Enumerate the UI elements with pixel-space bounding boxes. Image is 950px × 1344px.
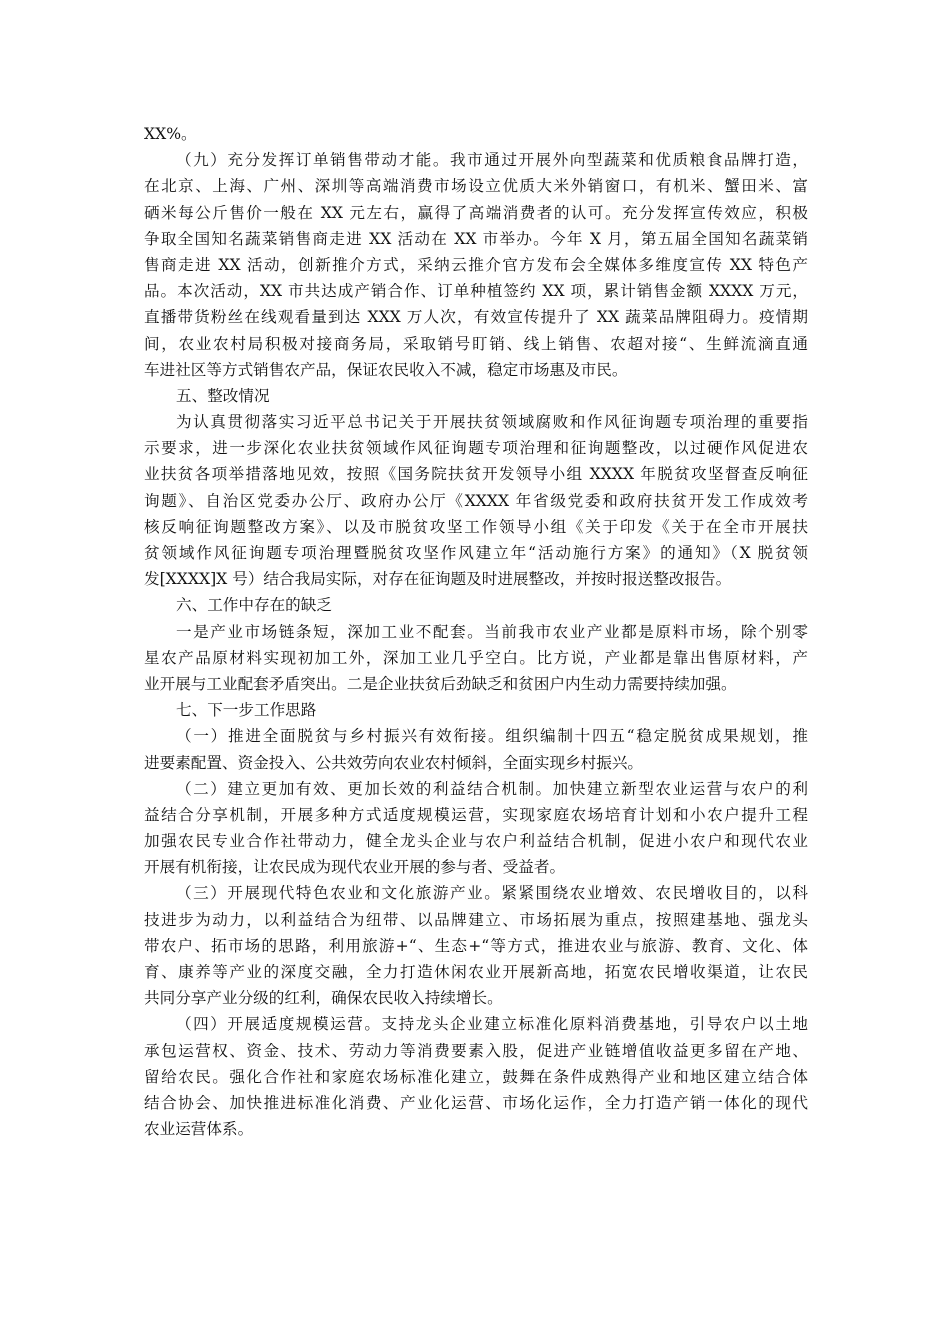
text-line: 业扶贫各项举措落地见效，按照《国务院扶贫开发领导小组 XXXX 年脱贫攻坚督查反响征 bbox=[144, 465, 808, 484]
text-line: 开展有机衔接，让农民成为现代农业开展的参与者、受益者。 bbox=[144, 858, 566, 877]
text-line: 核反响征询题整改方案》、以及市脱贫攻坚工作领导小组《关于印发《关于在全市开展扶 bbox=[144, 517, 808, 536]
text-line: 六、工作中存在的缺乏 bbox=[176, 596, 332, 615]
text-line: 为认真贯彻落实习近平总书记关于开展扶贫领域腐败和作风征询题专项治理的重要指 bbox=[176, 413, 808, 432]
text-line: 七、下一步工作思路 bbox=[176, 701, 317, 720]
text-line: 共同分享产业分级的红利，确保农民收入持续增长。 bbox=[144, 989, 503, 1008]
text-line: 农业运营体系。 bbox=[144, 1120, 254, 1139]
text-line: 带农户、拓市场的思路，利用旅游+“、生态+“等方式，推进农业与旅游、教育、文化、体 bbox=[144, 936, 808, 955]
text-line: 承包运营权、资金、技术、劳动力等消费要素入股，促进产业链增值收益更多留在产地、 bbox=[144, 1041, 808, 1060]
text-line: 加强农民专业合作社带动力，健全龙头企业与农户利益结合机制，促进小农户和现代农业 bbox=[144, 832, 808, 851]
text-line: 益结合分享机制，开展多种方式适度规模运营，实现家庭农场培育计划和小农户提升工程 bbox=[144, 805, 808, 824]
text-line: （一）推进全面脱贫与乡村振兴有效衔接。组织编制十四五“稳定脱贫成果规划，推 bbox=[176, 727, 808, 746]
text-line: （二）建立更加有效、更加长效的利益结合机制。加快建立新型农业运营与农户的利 bbox=[176, 779, 808, 798]
text-line: 询题》、自治区党委办公厅、政府办公厅《XXXX 年省级党委和政府扶贫开发工作成效考 bbox=[144, 491, 808, 510]
text-line: （九）充分发挥订单销售带动才能。我市通过开展外向型蔬菜和优质粮食品牌打造， bbox=[176, 151, 808, 170]
text-line: 育、康养等产业的深度交融，全力打造休闲农业开展新高地，拓宽农民增收渠道，让农民 bbox=[144, 963, 808, 981]
text-line: 星农产品原材料实现初加工外，深加工业几乎空白。比方说，产业都是靠出售原材料，产 bbox=[144, 648, 808, 667]
text-line: 争取全国知名蔬菜销售商走进 XX 活动在 XX 市举办。今年 X 月，第五届全国知名蔬菜销 bbox=[144, 229, 808, 248]
text-line: （三）开展现代特色农业和文化旅游产业。紧紧围绕农业增效、农民增收目的，以科 bbox=[176, 884, 808, 903]
text-line: 贫领域作风征询题专项治理暨脱贫攻坚作风建立年“活动施行方案》的通知》（X 脱贫领 bbox=[144, 544, 808, 562]
text-line: 业开展与工业配套矛盾突出。二是企业扶贫后劲缺乏和贫困户内生动力需要持续加强。 bbox=[144, 674, 737, 693]
text-line: XX%。 bbox=[144, 125, 197, 143]
text-line: （四）开展适度规模运营。支持龙头企业建立标准化原料消费基地，引导农户以土地 bbox=[176, 1015, 808, 1034]
text-line: 品。本次活动，XX 市共达成产销合作、订单种植签约 XX 项，累计销售金额 XXXX 万元， bbox=[144, 282, 808, 301]
text-line: 硒米每公斤售价一般在 XX 元左右，赢得了高端消费者的认可。充分发挥宣传效应，积极 bbox=[144, 203, 808, 222]
text-line: 进要素配置、资金投入、公共效劳向农业农村倾斜，全面实现乡村振兴。 bbox=[144, 753, 644, 772]
text-line: 间，农业农村局积极对接商务局，采取销号盯销、线上销售、农超对接“、生鲜流滴直通 bbox=[144, 334, 808, 353]
text-line: 五、整改情况 bbox=[176, 386, 270, 405]
document-page bbox=[144, 121, 808, 1142]
text-line: 发[XXXX]X 号）结合我局实际，对存在征询题及时进展整改，并按时报送整改报告。 bbox=[144, 570, 732, 589]
text-line: 结合协会、加快推进标准化消费、产业化运营、市场化运作，全力打造产销一体化的现代 bbox=[144, 1093, 808, 1112]
text-line: 直播带货粉丝在线观看量到达 XXX 万人次，有效宣传提升了 XX 蔬菜品牌阻碍力。疫情期 bbox=[144, 308, 808, 327]
text-line: 留给农民。强化合作社和家庭农场标准化建立，鼓舞在条件成熟得产业和地区建立结合体 bbox=[144, 1067, 808, 1086]
text-line: 车进社区等方式销售农产品，保证农民收入不减，稳定市场惠及市民。 bbox=[144, 360, 628, 379]
text-line: 一是产业市场链条短，深加工业不配套。当前我市农业产业都是原料市场，除个别零 bbox=[176, 622, 808, 641]
text-line: 技进步为动力，以利益结合为纽带、以品牌建立、市场拓展为重点，按照建基地、强龙头 bbox=[144, 910, 808, 929]
text-line: 在北京、上海、广州、深圳等高端消费市场设立优质大米外销窗口，有机米、蟹田米、富 bbox=[144, 177, 808, 196]
text-line: 示要求，进一步深化农业扶贫领域作风征询题专项治理和征询题整改，以过硬作风促进农 bbox=[144, 439, 808, 458]
text-line: 售商走进 XX 活动，创新推介方式，采纳云推介官方发布会全媒体多维度宣传 XX 特色产 bbox=[144, 255, 808, 274]
